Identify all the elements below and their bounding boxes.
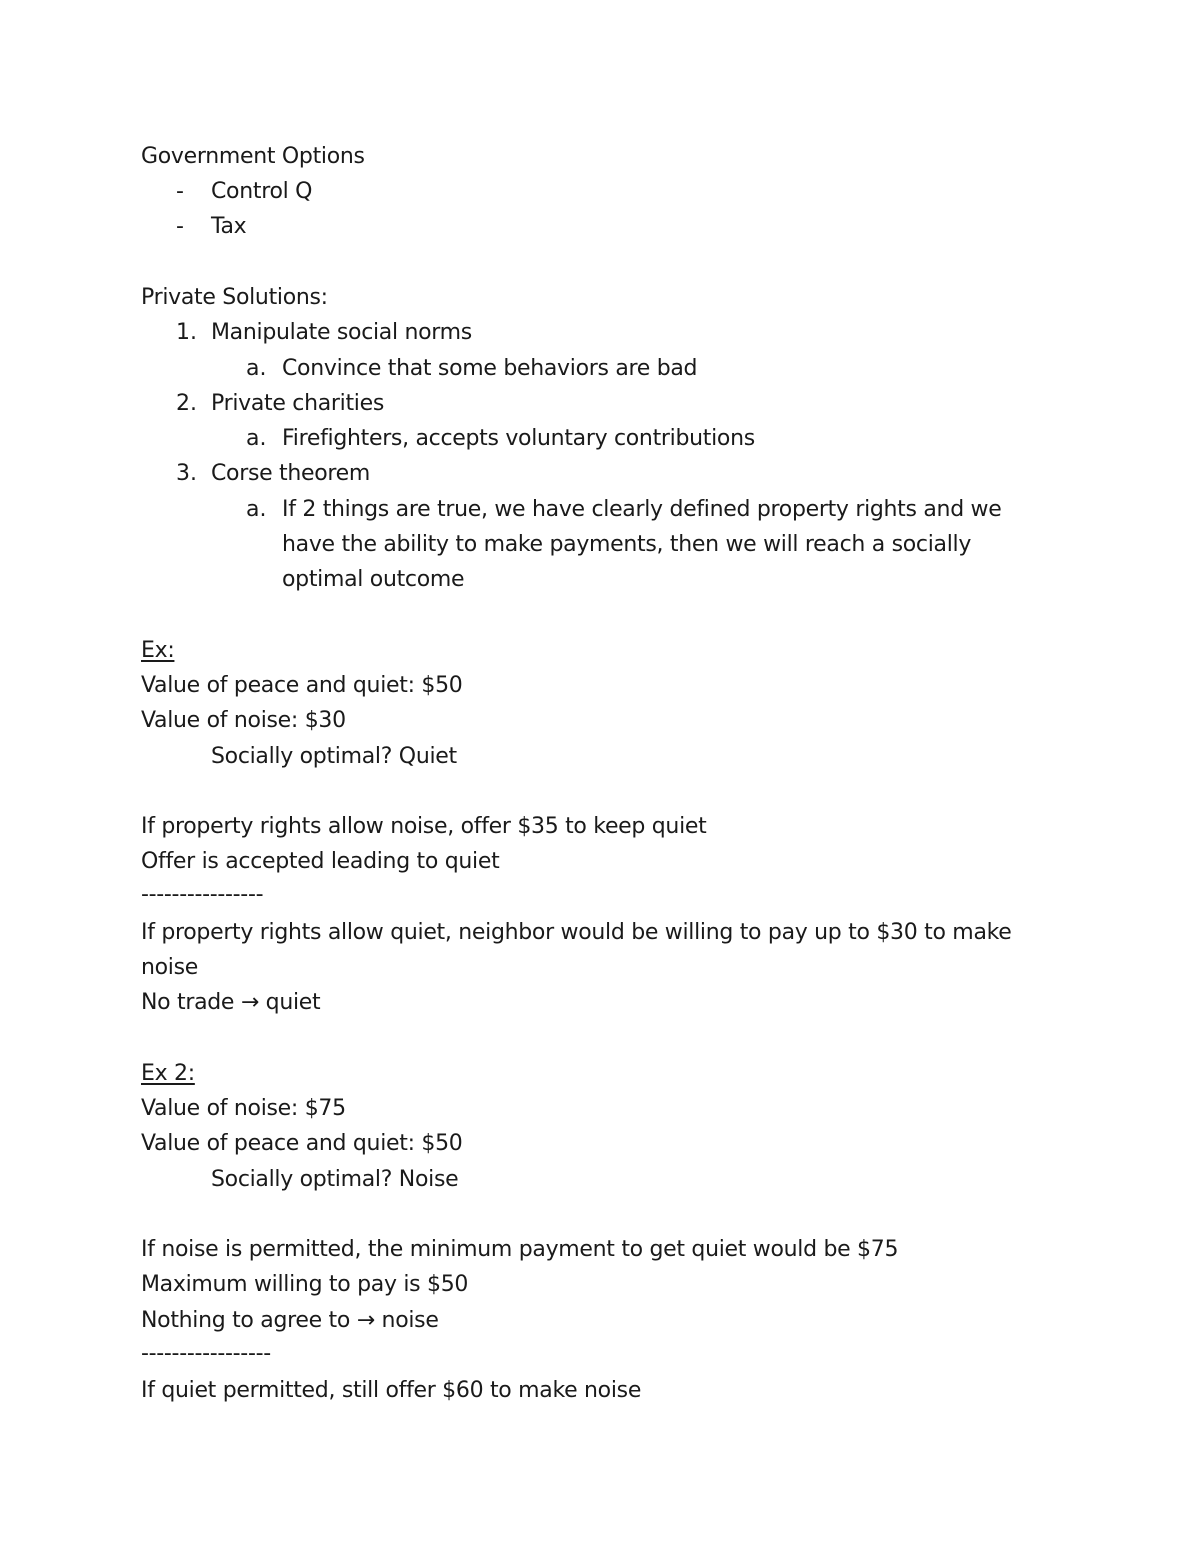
ex2-quiet-permitted: If quiet permitted, still offer $60 to make noise (141, 1378, 642, 1403)
private-item-social-norms: Manipulate social norms (211, 320, 472, 345)
bullet-marker: - (176, 179, 184, 204)
government-item-control-q: Control Q (211, 179, 313, 204)
private-subitem-text: Firefighters, accepts voluntary contributions (282, 426, 755, 451)
ex2-noise-permitted: If noise is permitted, the minimum payment to get quiet would be $75 (141, 1237, 899, 1262)
ex2-socially-optimal: Socially optimal? Noise (211, 1167, 459, 1192)
private-subitem-text: optimal outcome (282, 567, 465, 592)
ex1-value-quiet: Value of peace and quiet: $50 (141, 673, 463, 698)
sub-list-letter: a. (246, 356, 267, 381)
ex1-noise-rights: If property rights allow noise, offer $35 to keep quiet (141, 814, 707, 839)
ex1-socially-optimal: Socially optimal? Quiet (211, 744, 457, 769)
government-item-tax: Tax (211, 214, 247, 239)
private-item-corse-theorem: Corse theorem (211, 461, 371, 486)
list-number: 1. (176, 320, 197, 345)
ex1-value-noise: Value of noise: $30 (141, 708, 346, 733)
private-item-charities: Private charities (211, 391, 385, 416)
private-subitem-text: Convince that some behaviors are bad (282, 356, 698, 381)
list-number: 3. (176, 461, 197, 486)
sub-list-letter: a. (246, 426, 267, 451)
ex2-max-pay: Maximum willing to pay is $50 (141, 1272, 469, 1297)
sub-list-letter: a. (246, 497, 267, 522)
private-solutions-heading: Private Solutions: (141, 285, 328, 310)
bullet-marker: - (176, 214, 184, 239)
ex1-quiet-rights: If property rights allow quiet, neighbor would be willing to pay up to $30 to make (141, 920, 1012, 945)
ex2-nothing-to-agree: Nothing to agree to → noise (141, 1308, 439, 1333)
ex2-value-quiet: Value of peace and quiet: $50 (141, 1131, 463, 1156)
divider-line: ---------------- (141, 882, 264, 907)
ex1-quiet-rights-cont: noise (141, 955, 199, 980)
example-1-heading: Ex: (141, 638, 175, 663)
list-number: 2. (176, 391, 197, 416)
example-2-heading: Ex 2: (141, 1061, 195, 1086)
government-options-heading: Government Options (141, 144, 365, 169)
divider-line: ----------------- (141, 1341, 271, 1366)
ex2-value-noise: Value of noise: $75 (141, 1096, 346, 1121)
ex1-offer-accepted: Offer is accepted leading to quiet (141, 849, 500, 874)
private-subitem-text: If 2 things are true, we have clearly defined property rights and we (282, 497, 1002, 522)
ex1-no-trade: No trade → quiet (141, 990, 321, 1015)
private-subitem-text: have the ability to make payments, then we will reach a socially (282, 532, 972, 557)
